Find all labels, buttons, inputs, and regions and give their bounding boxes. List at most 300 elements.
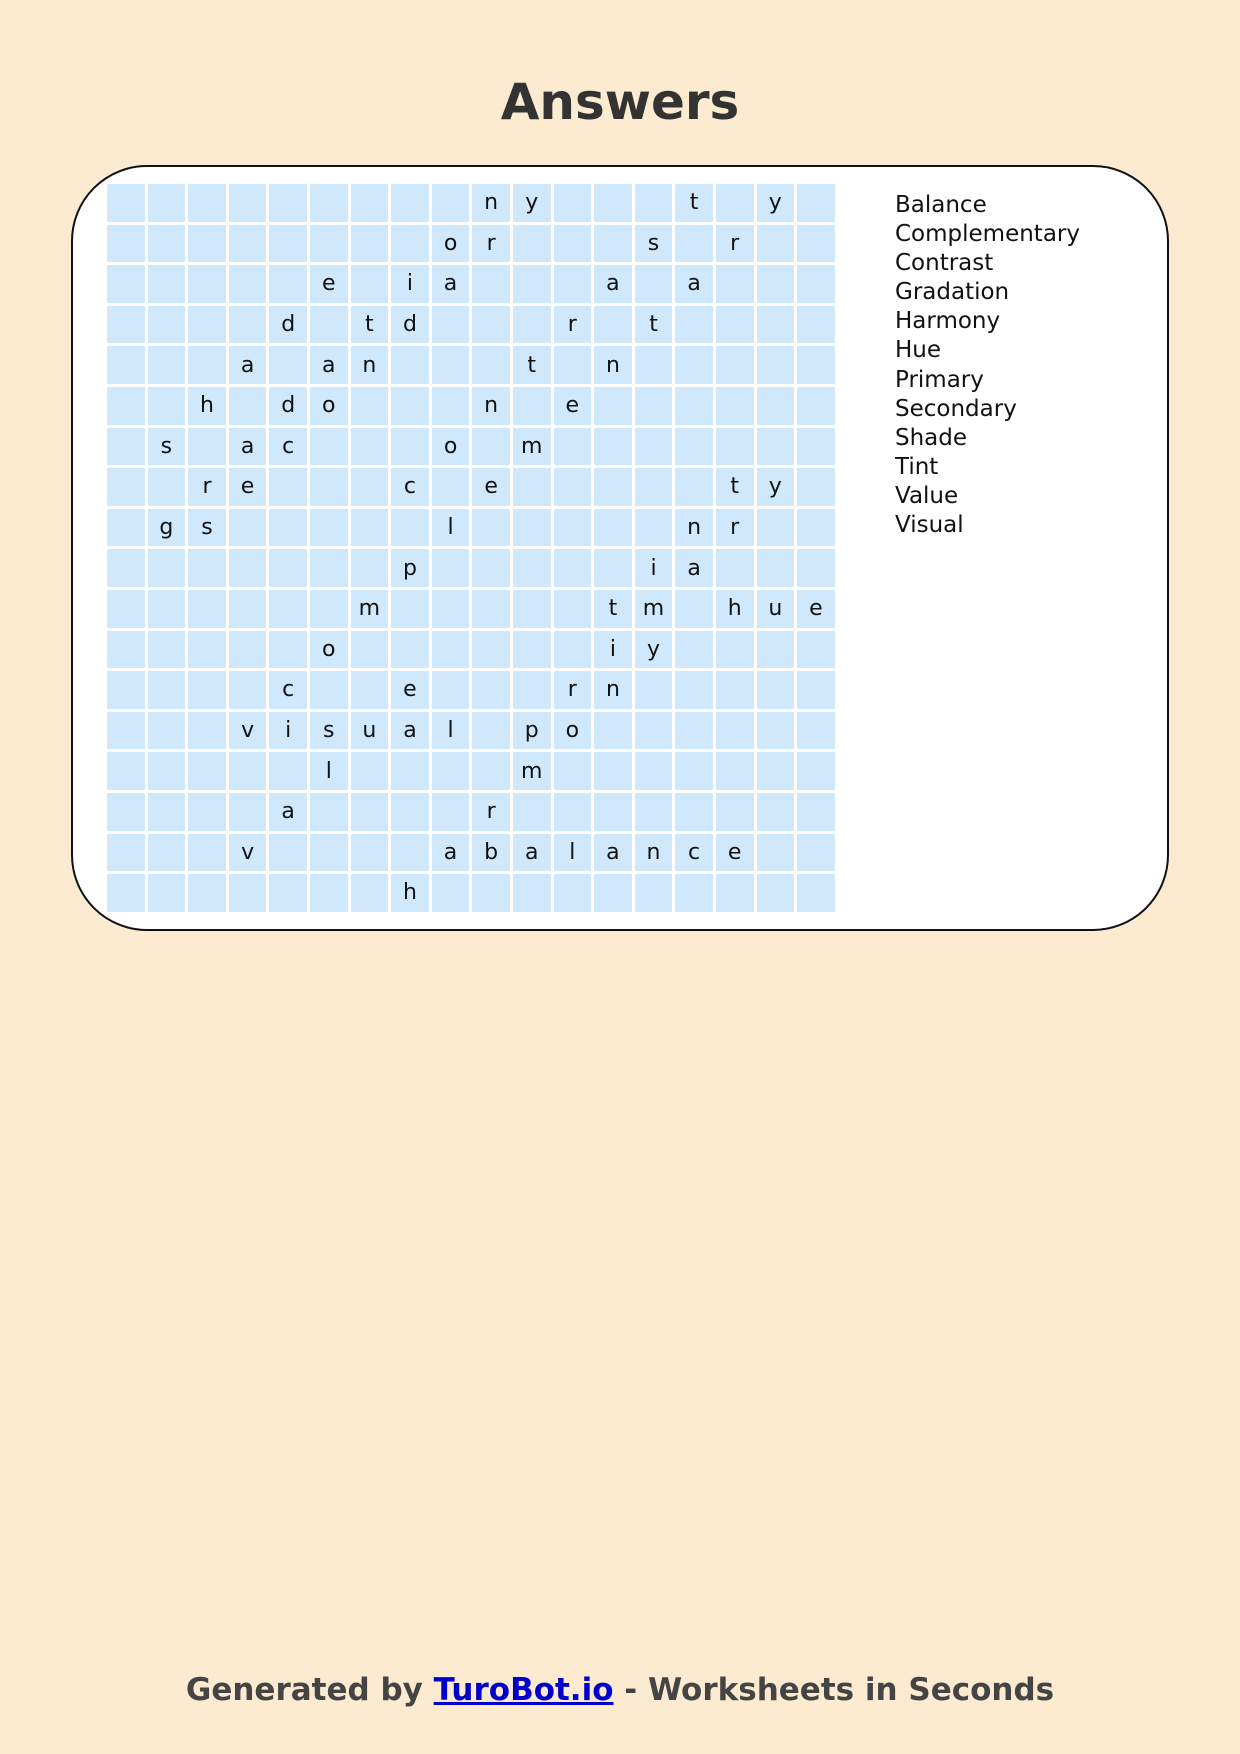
grid-cell: i xyxy=(391,265,429,303)
grid-cell xyxy=(472,712,510,750)
grid-cell: c xyxy=(269,428,307,466)
grid-cell: a xyxy=(594,265,632,303)
grid-cell: r xyxy=(554,671,592,709)
grid-cell xyxy=(635,387,673,425)
grid-cell xyxy=(391,834,429,872)
grid-cell xyxy=(716,184,754,222)
grid-cell: s xyxy=(310,712,348,750)
grid-cell: i xyxy=(594,631,632,669)
grid-cell xyxy=(107,712,145,750)
grid-cell: r xyxy=(554,306,592,344)
grid-cell xyxy=(188,874,226,912)
grid-cell xyxy=(432,793,470,831)
grid-cell xyxy=(716,387,754,425)
grid-cell xyxy=(594,468,632,506)
grid-cell xyxy=(107,834,145,872)
word-list-item: Primary xyxy=(895,366,984,393)
word-list-item: Hue xyxy=(895,337,942,364)
grid-cell: m xyxy=(635,590,673,628)
grid-cell xyxy=(107,225,145,263)
grid-cell xyxy=(269,752,307,790)
grid-cell xyxy=(188,184,226,222)
grid-cell xyxy=(635,509,673,547)
grid-cell xyxy=(554,184,592,222)
grid-cell xyxy=(310,468,348,506)
grid-cell xyxy=(513,225,551,263)
grid-cell: n xyxy=(472,387,510,425)
grid-cell xyxy=(107,509,145,547)
grid-cell xyxy=(432,671,470,709)
grid-cell xyxy=(513,590,551,628)
grid-cell xyxy=(675,793,713,831)
grid-cell xyxy=(716,428,754,466)
grid-cell xyxy=(269,468,307,506)
grid-cell xyxy=(675,590,713,628)
grid-cell: e xyxy=(310,265,348,303)
grid-cell: a xyxy=(391,712,429,750)
grid-cell: l xyxy=(432,509,470,547)
grid-cell: s xyxy=(148,428,186,466)
grid-cell: i xyxy=(269,712,307,750)
word-search-grid xyxy=(107,184,835,912)
grid-cell xyxy=(797,793,835,831)
grid-cell xyxy=(757,428,795,466)
grid-cell: r xyxy=(716,225,754,263)
grid-cell xyxy=(148,874,186,912)
word-list-item: Tint xyxy=(895,453,939,480)
word-list-item: Visual xyxy=(895,512,964,539)
grid-cell xyxy=(675,468,713,506)
grid-cell xyxy=(188,712,226,750)
grid-cell: t xyxy=(513,346,551,384)
grid-cell xyxy=(432,306,470,344)
grid-cell xyxy=(148,834,186,872)
grid-cell: e xyxy=(391,671,429,709)
grid-cell: n xyxy=(594,346,632,384)
grid-cell xyxy=(229,225,267,263)
grid-cell: t xyxy=(635,306,673,344)
grid-cell xyxy=(513,793,551,831)
grid-cell: d xyxy=(269,306,307,344)
grid-cell xyxy=(107,346,145,384)
grid-cell xyxy=(797,752,835,790)
grid-cell xyxy=(148,590,186,628)
grid-cell xyxy=(391,428,429,466)
grid-cell: t xyxy=(716,468,754,506)
grid-cell xyxy=(635,712,673,750)
grid-cell xyxy=(310,225,348,263)
grid-cell xyxy=(148,346,186,384)
grid-cell xyxy=(148,306,186,344)
grid-cell xyxy=(797,184,835,222)
grid-cell xyxy=(188,793,226,831)
grid-cell xyxy=(229,306,267,344)
word-list-item: Shade xyxy=(895,424,968,451)
grid-cell xyxy=(757,752,795,790)
grid-cell xyxy=(757,834,795,872)
grid-cell xyxy=(391,346,429,384)
grid-cell xyxy=(107,793,145,831)
grid-cell: l xyxy=(432,712,470,750)
grid-cell xyxy=(513,468,551,506)
grid-cell xyxy=(432,184,470,222)
grid-cell xyxy=(229,590,267,628)
grid-cell xyxy=(351,184,389,222)
grid-cell xyxy=(229,549,267,587)
grid-cell xyxy=(188,590,226,628)
grid-cell xyxy=(594,428,632,466)
grid-cell xyxy=(310,874,348,912)
grid-cell xyxy=(229,631,267,669)
grid-cell: o xyxy=(310,631,348,669)
grid-cell xyxy=(310,590,348,628)
grid-cell xyxy=(107,631,145,669)
grid-cell xyxy=(594,793,632,831)
grid-cell xyxy=(188,428,226,466)
grid-cell: g xyxy=(148,509,186,547)
answer-card xyxy=(71,165,1169,931)
grid-cell: c xyxy=(675,834,713,872)
grid-cell xyxy=(472,509,510,547)
grid-cell xyxy=(675,752,713,790)
grid-cell: h xyxy=(188,387,226,425)
grid-cell xyxy=(757,712,795,750)
grid-cell xyxy=(472,671,510,709)
word-list-item: Value xyxy=(895,482,959,509)
grid-cell xyxy=(310,428,348,466)
grid-cell xyxy=(351,387,389,425)
word-list-item: Contrast xyxy=(895,250,994,277)
grid-cell: e xyxy=(229,468,267,506)
grid-cell xyxy=(594,874,632,912)
word-list-item: Balance xyxy=(895,192,987,218)
grid-cell xyxy=(472,265,510,303)
grid-cell xyxy=(554,752,592,790)
grid-cell: n xyxy=(675,509,713,547)
grid-cell xyxy=(188,225,226,263)
grid-cell xyxy=(107,428,145,466)
grid-cell xyxy=(554,346,592,384)
grid-cell: i xyxy=(635,549,673,587)
grid-cell xyxy=(351,265,389,303)
grid-cell: e xyxy=(472,468,510,506)
grid-cell xyxy=(188,549,226,587)
grid-cell xyxy=(716,346,754,384)
grid-cell xyxy=(269,184,307,222)
grid-cell: t xyxy=(351,306,389,344)
grid-cell: m xyxy=(351,590,389,628)
grid-cell xyxy=(554,509,592,547)
grid-cell xyxy=(472,590,510,628)
grid-cell xyxy=(351,874,389,912)
grid-cell: n xyxy=(635,834,673,872)
grid-cell xyxy=(391,509,429,547)
grid-cell xyxy=(472,346,510,384)
grid-cell xyxy=(188,306,226,344)
grid-cell xyxy=(757,306,795,344)
grid-cell xyxy=(188,834,226,872)
grid-cell xyxy=(107,752,145,790)
grid-cell xyxy=(554,793,592,831)
grid-cell xyxy=(513,265,551,303)
grid-cell xyxy=(635,752,673,790)
grid-cell: o xyxy=(432,225,470,263)
grid-cell: o xyxy=(432,428,470,466)
grid-cell xyxy=(432,387,470,425)
grid-cell xyxy=(310,793,348,831)
grid-cell xyxy=(797,549,835,587)
grid-cell xyxy=(107,549,145,587)
grid-cell xyxy=(675,671,713,709)
grid-cell xyxy=(472,631,510,669)
grid-cell xyxy=(472,306,510,344)
grid-cell xyxy=(757,225,795,263)
grid-cell: e xyxy=(716,834,754,872)
grid-cell xyxy=(594,184,632,222)
grid-cell xyxy=(675,874,713,912)
grid-cell xyxy=(513,549,551,587)
grid-cell xyxy=(269,590,307,628)
grid-cell: d xyxy=(269,387,307,425)
grid-cell xyxy=(594,387,632,425)
grid-cell xyxy=(513,387,551,425)
grid-cell: m xyxy=(513,752,551,790)
grid-cell xyxy=(716,671,754,709)
grid-cell xyxy=(797,671,835,709)
grid-cell: a xyxy=(310,346,348,384)
grid-cell xyxy=(635,468,673,506)
grid-cell xyxy=(513,671,551,709)
grid-cell xyxy=(716,752,754,790)
grid-cell: y xyxy=(513,184,551,222)
grid-cell xyxy=(757,874,795,912)
grid-cell xyxy=(554,549,592,587)
grid-cell xyxy=(229,184,267,222)
grid-cell: o xyxy=(554,712,592,750)
grid-cell xyxy=(107,387,145,425)
grid-cell: u xyxy=(757,590,795,628)
grid-cell xyxy=(797,509,835,547)
grid-cell xyxy=(432,874,470,912)
grid-cell xyxy=(554,468,592,506)
grid-cell xyxy=(148,631,186,669)
page-title: Answers xyxy=(500,73,740,131)
grid-cell xyxy=(148,265,186,303)
grid-cell: e xyxy=(797,590,835,628)
grid-cell xyxy=(188,265,226,303)
grid-cell xyxy=(351,549,389,587)
grid-cell xyxy=(797,225,835,263)
grid-cell xyxy=(188,346,226,384)
grid-cell xyxy=(148,549,186,587)
footer xyxy=(0,1672,1240,1708)
grid-cell: y xyxy=(635,631,673,669)
grid-cell: e xyxy=(554,387,592,425)
grid-cell xyxy=(432,631,470,669)
grid-cell xyxy=(757,549,795,587)
grid-cell xyxy=(513,631,551,669)
grid-cell xyxy=(554,428,592,466)
grid-cell xyxy=(351,631,389,669)
grid-cell xyxy=(351,671,389,709)
grid-cell: n xyxy=(351,346,389,384)
grid-cell xyxy=(797,265,835,303)
grid-cell xyxy=(675,346,713,384)
grid-cell xyxy=(229,509,267,547)
grid-cell xyxy=(513,306,551,344)
grid-cell xyxy=(148,793,186,831)
grid-cell xyxy=(269,225,307,263)
grid-cell: s xyxy=(188,509,226,547)
grid-cell xyxy=(310,184,348,222)
grid-cell: p xyxy=(513,712,551,750)
grid-cell xyxy=(716,306,754,344)
grid-cell xyxy=(148,387,186,425)
grid-cell: h xyxy=(391,874,429,912)
grid-cell xyxy=(472,549,510,587)
grid-cell xyxy=(351,752,389,790)
grid-cell: s xyxy=(635,225,673,263)
grid-cell: v xyxy=(229,712,267,750)
grid-cell xyxy=(554,265,592,303)
grid-cell xyxy=(472,874,510,912)
grid-cell xyxy=(391,793,429,831)
grid-cell xyxy=(432,590,470,628)
grid-cell xyxy=(716,631,754,669)
grid-cell xyxy=(351,468,389,506)
grid-cell: p xyxy=(391,549,429,587)
turobot-link[interactable]: TuroBot.io xyxy=(433,1672,614,1708)
grid-cell xyxy=(716,265,754,303)
grid-cell xyxy=(148,184,186,222)
grid-cell xyxy=(107,671,145,709)
footer-suffix: - Worksheets in Seconds xyxy=(613,1672,1055,1708)
grid-cell xyxy=(269,346,307,384)
grid-cell xyxy=(391,590,429,628)
grid-cell xyxy=(107,874,145,912)
grid-cell xyxy=(757,793,795,831)
grid-cell xyxy=(757,509,795,547)
grid-cell xyxy=(391,387,429,425)
grid-cell xyxy=(757,387,795,425)
grid-cell: u xyxy=(351,712,389,750)
grid-cell xyxy=(391,631,429,669)
grid-cell: a xyxy=(229,428,267,466)
grid-cell xyxy=(554,631,592,669)
grid-cell: m xyxy=(513,428,551,466)
grid-cell: y xyxy=(757,184,795,222)
grid-cell xyxy=(635,428,673,466)
grid-cell xyxy=(391,225,429,263)
grid-cell xyxy=(229,752,267,790)
grid-cell xyxy=(797,306,835,344)
grid-cell xyxy=(716,793,754,831)
word-list-item: Complementary xyxy=(895,221,1080,248)
grid-cell xyxy=(107,184,145,222)
grid-cell xyxy=(797,387,835,425)
word-list xyxy=(895,191,1080,540)
grid-cell xyxy=(472,752,510,790)
grid-cell xyxy=(797,834,835,872)
grid-cell xyxy=(594,306,632,344)
grid-cell xyxy=(107,468,145,506)
grid-cell xyxy=(757,346,795,384)
grid-cell xyxy=(716,874,754,912)
grid-cell xyxy=(594,225,632,263)
grid-cell xyxy=(310,834,348,872)
grid-cell xyxy=(310,509,348,547)
grid-cell xyxy=(675,428,713,466)
grid-cell: n xyxy=(472,184,510,222)
grid-cell xyxy=(269,874,307,912)
grid-cell xyxy=(635,184,673,222)
grid-cell xyxy=(797,346,835,384)
grid-cell xyxy=(797,874,835,912)
grid-cell: a xyxy=(432,834,470,872)
grid-cell: l xyxy=(554,834,592,872)
grid-cell xyxy=(188,671,226,709)
grid-cell xyxy=(148,712,186,750)
grid-cell xyxy=(310,671,348,709)
grid-cell: r xyxy=(716,509,754,547)
grid-cell: t xyxy=(594,590,632,628)
grid-cell xyxy=(513,874,551,912)
grid-cell xyxy=(229,387,267,425)
grid-cell xyxy=(351,225,389,263)
grid-cell: r xyxy=(188,468,226,506)
grid-cell xyxy=(269,549,307,587)
grid-cell xyxy=(351,428,389,466)
grid-cell xyxy=(148,225,186,263)
grid-cell: o xyxy=(310,387,348,425)
grid-cell: h xyxy=(716,590,754,628)
grid-cell xyxy=(757,265,795,303)
grid-cell xyxy=(432,549,470,587)
grid-cell xyxy=(269,631,307,669)
grid-cell xyxy=(675,225,713,263)
grid-cell: t xyxy=(675,184,713,222)
grid-cell: y xyxy=(757,468,795,506)
grid-cell xyxy=(107,306,145,344)
grid-cell: b xyxy=(472,834,510,872)
grid-cell xyxy=(188,631,226,669)
grid-cell xyxy=(148,468,186,506)
grid-cell xyxy=(797,428,835,466)
grid-cell xyxy=(716,712,754,750)
grid-cell xyxy=(229,671,267,709)
grid-cell xyxy=(269,265,307,303)
grid-cell xyxy=(675,712,713,750)
grid-cell: a xyxy=(675,549,713,587)
grid-cell xyxy=(351,509,389,547)
footer-prefix: Generated by xyxy=(185,1672,434,1708)
grid-cell: r xyxy=(472,793,510,831)
grid-cell xyxy=(635,346,673,384)
grid-cell xyxy=(797,712,835,750)
grid-cell xyxy=(757,671,795,709)
grid-cell: c xyxy=(391,468,429,506)
grid-cell xyxy=(797,631,835,669)
grid-cell: a xyxy=(675,265,713,303)
grid-cell: r xyxy=(472,225,510,263)
grid-cell xyxy=(269,834,307,872)
grid-cell xyxy=(675,387,713,425)
grid-cell xyxy=(310,549,348,587)
grid-cell: n xyxy=(594,671,632,709)
grid-cell xyxy=(675,306,713,344)
word-list-item: Secondary xyxy=(895,395,1017,422)
grid-cell xyxy=(716,549,754,587)
